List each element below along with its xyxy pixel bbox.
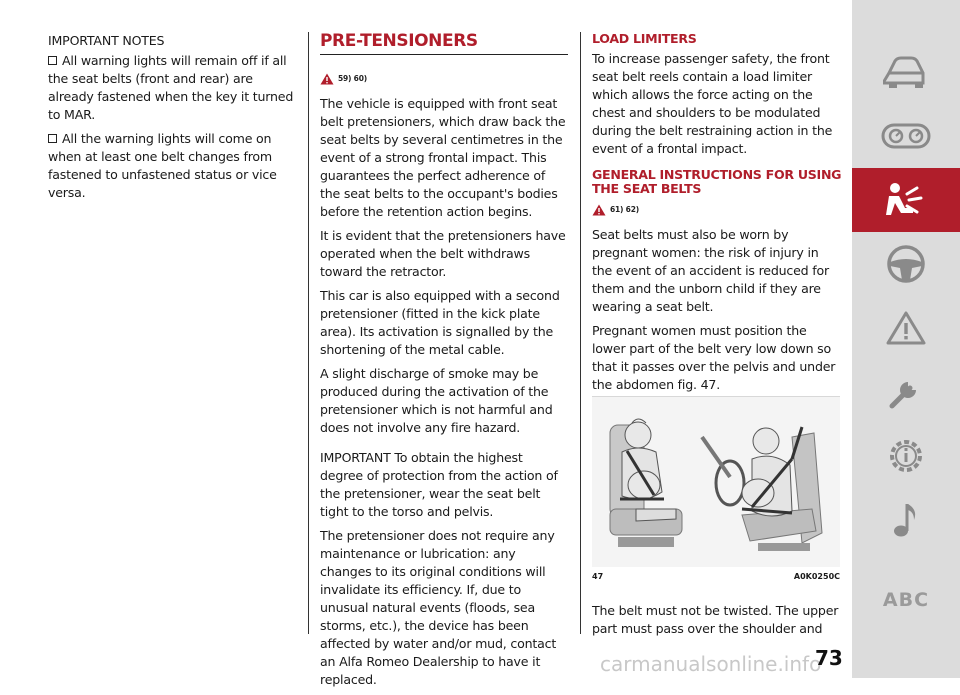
paragraph: IMPORTANT To obtain the highest degree of protection from the action of the pretensioner, wear the seat belt tight to the torso and pelvis. — [320, 450, 558, 519]
sidebar-item-technical-data[interactable] — [852, 424, 960, 488]
column-divider — [580, 32, 581, 634]
important-notes-column — [48, 32, 296, 208]
sidebar-item-starting-driving[interactable] — [852, 232, 960, 296]
note-item: All warning lights will remain off if all the seat belts (front and rear) are already fastened when the key it turned to MAR. — [48, 53, 294, 122]
abc-index-label: ABC — [882, 589, 930, 611]
warning-reference — [592, 200, 842, 220]
paragraph: The pretensioner does not require any maintenance or lubrication: any changes to its original conditions will invalidate its efficiency. If, due to unusual natural events (floods, sea storms, etc.), the device has been affected by water and/or mud, contact an Alfa Romeo Dealership to have it replaced. — [320, 528, 557, 687]
figure-number: 47 — [592, 572, 604, 581]
section-title-pretensioners: PRE-TENSIONERS — [320, 32, 568, 55]
figure-caption — [592, 572, 840, 581]
paragraph: It is evident that the pretensioners have operated when the belt withdraws toward the retractor. — [320, 228, 566, 279]
warning-reference — [320, 69, 568, 89]
page-number: 73 — [815, 646, 843, 670]
dashboard-icon — [881, 121, 931, 151]
figure-code: A0K0250C — [793, 572, 840, 581]
paragraph: Seat belts must also be worn by pregnant women: the risk of injury in the event of an accident is reduced for them and the unborn child if they are wearing a seat belt. — [592, 227, 829, 314]
sidebar-item-servicing[interactable] — [852, 360, 960, 424]
paragraph: This car is also equipped with a second pretensioner (fitted in the kick plate area). Its activation is signalled by the shortening of the metal cable. — [320, 288, 560, 357]
watermark-text: carmanualsonline.info — [600, 652, 822, 676]
checkbox-square-icon — [48, 56, 57, 65]
warning-triangle-icon — [886, 310, 926, 346]
seat-airbag-icon — [883, 180, 929, 220]
warning-triangle-icon — [592, 204, 606, 216]
sidebar-item-safety[interactable] — [852, 168, 960, 232]
gear-info-icon — [885, 435, 927, 477]
car-icon — [883, 55, 929, 89]
paragraph: A slight discharge of smoke may be produced during the activation of the pretensioner which is not harmful and does not involve any fire hazard. — [320, 366, 553, 435]
chapter-sidebar — [852, 0, 960, 678]
sidebar-item-multimedia[interactable] — [852, 488, 960, 552]
paragraph: Pregnant women must position the lower part of the belt very low down so that it passes over the pelvis and under the abdomen fig. 47. — [592, 323, 836, 392]
sidebar-item-instruments[interactable] — [852, 104, 960, 168]
section-title-load-limiters: LOAD LIMITERS — [592, 31, 697, 46]
music-note-icon — [891, 500, 921, 540]
wrench-icon — [886, 372, 926, 412]
steering-wheel-icon — [886, 244, 926, 284]
continuation-paragraph: The belt must not be twisted. The upper part must pass over the shoulder and — [592, 603, 839, 636]
warning-ref-text: 59) 60) — [338, 74, 367, 83]
pregnant-women-seat-belt-illustration — [592, 397, 840, 567]
warning-ref-text: 61) 62) — [610, 205, 639, 214]
warning-triangle-icon — [320, 73, 334, 85]
paragraph: To increase passenger safety, the front seat belt reels contain a load limiter which allows the force acting on the chest and shoulders to be modulated during the belt restraining action in the event of a frontal impact. — [592, 51, 833, 156]
figure-pregnant-seat-belt — [592, 396, 840, 567]
important-notes-heading: IMPORTANT NOTES — [48, 33, 165, 48]
pretensioners-column — [320, 32, 568, 695]
sidebar-item-emergency[interactable] — [852, 296, 960, 360]
section-title-general-instructions: GENERAL INSTRUCTIONS FOR USING THE SEAT BELTS — [592, 167, 842, 196]
paragraph: The vehicle is equipped with front seat belt pretensioners, which draw back the seat belts by several centimetres in the event of a strong frontal impact. This guarantees the perfect adherence of the seat belts to the occupant's bodies before the retention action begins. — [320, 96, 566, 219]
column-divider — [308, 32, 309, 634]
checkbox-square-icon — [48, 134, 57, 143]
seat-belt-column — [592, 32, 842, 400]
note-item: All the warning lights will come on when at least one belt changes from fastened to unfastened status or vice versa. — [48, 131, 277, 200]
sidebar-item-index[interactable] — [852, 568, 960, 632]
sidebar-item-vehicle[interactable] — [852, 40, 960, 104]
